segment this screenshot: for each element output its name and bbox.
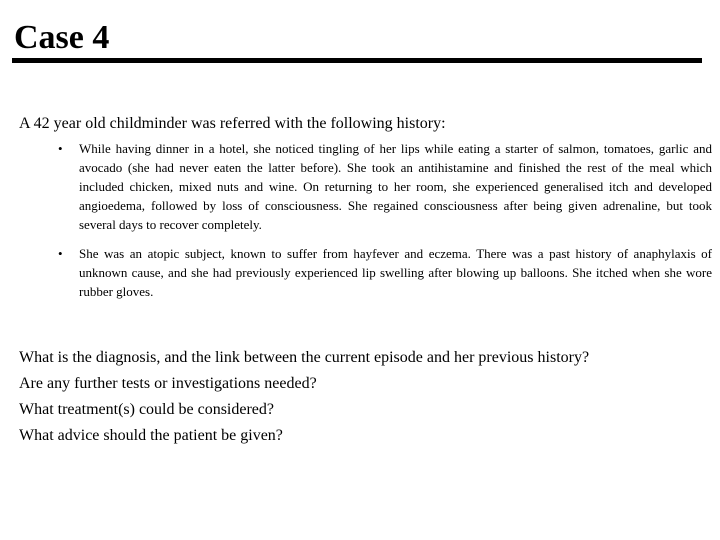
history-bullet-atopic-history [0,244,720,301]
history-bullet-text: She was an atopic subject, known to suffer from hayfever and eczema. There was a past history of anaphylaxis of unknown cause, and she had previously experienced lip swelling after blowing up balloons. She itched when she wore rubber gloves. [79,246,712,299]
bullet-dot-icon: • [58,141,63,156]
history-bullet-list [0,139,720,311]
question-further-tests: Are any further tests or investigations needed? [19,375,317,392]
title-underline [12,58,702,63]
question-advice: What advice should the patient be given? [19,427,283,444]
question-treatment: What treatment(s) could be considered? [19,401,274,418]
bullet-dot-icon: • [58,246,63,261]
history-bullet-dinner-reaction [0,139,720,234]
question-diagnosis: What is the diagnosis, and the link between the current episode and her previous history? [19,349,590,366]
case-intro: A 42 year old childminder was referred with the following history: [19,115,446,132]
history-bullet-text: While having dinner in a hotel, she noticed tingling of her lips while eating a starter of salmon, tomatoes, garlic and avocado (she had never eaten the latter before). She took an antihistamine and finished the rest of the meal which included chicken, mixed nuts and wine. On returning to her room, she experienced generalised itch and developed angioedema, followed by loss of consciousness. She regained consciousness after being given adrenaline, but took several days to recover completely. [79,141,712,232]
question-list [19,345,709,449]
slide-title: Case 4 [14,19,110,56]
